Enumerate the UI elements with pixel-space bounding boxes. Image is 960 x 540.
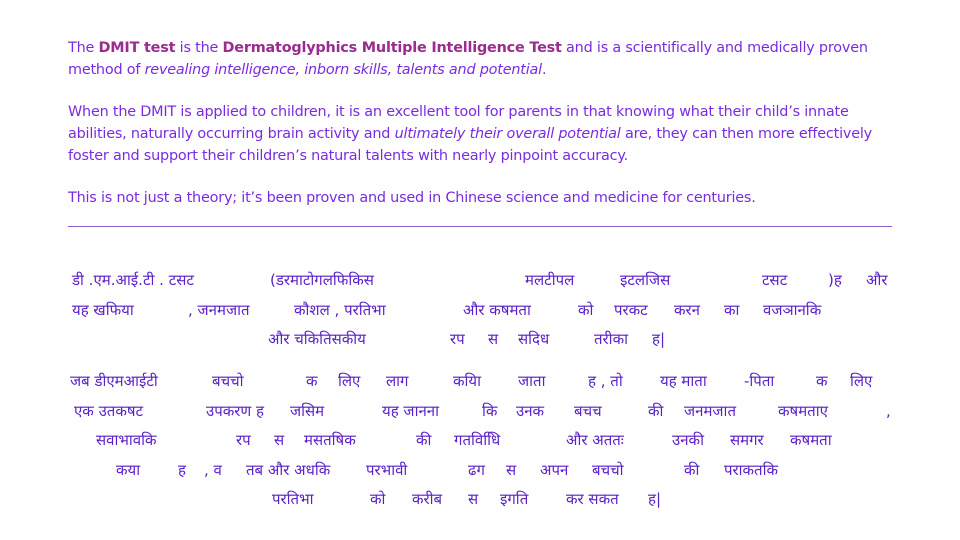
- word: लाग: [386, 372, 409, 390]
- word: स: [506, 460, 517, 479]
- word: क: [306, 372, 318, 390]
- word: को: [578, 300, 594, 319]
- word: कौशल , परतिभा: [294, 300, 386, 319]
- word: टसट: [762, 271, 788, 289]
- word: -पिता: [744, 372, 775, 390]
- word: कि: [482, 401, 498, 420]
- word: कषमताए: [778, 401, 828, 420]
- word: स: [488, 330, 499, 348]
- word: और चकितिसकीय: [268, 330, 366, 348]
- word: लिए: [338, 372, 361, 390]
- word: बचचो: [592, 460, 624, 479]
- word: बचच: [574, 401, 602, 420]
- word: तब और अधकि: [246, 460, 331, 479]
- hindi-line: [70, 397, 910, 427]
- text: and is a scientifically and medically proven method of: [68, 40, 868, 78]
- word: जाता: [518, 372, 546, 390]
- word: ह|: [652, 330, 666, 348]
- term-full-name: Dermatoglyphics Multiple Intelligence Test: [222, 40, 562, 56]
- word: सवाभावकि: [96, 431, 157, 449]
- word: लिए: [850, 372, 873, 390]
- word: ह: [178, 460, 186, 479]
- word: की: [684, 460, 700, 479]
- word: यह खफिया: [72, 300, 134, 319]
- word: उनकी: [672, 431, 704, 449]
- word: जब डीएमआईटी: [70, 372, 158, 390]
- word: ह , तो: [588, 372, 623, 390]
- word: , व: [204, 460, 222, 479]
- hindi-line: [70, 296, 910, 326]
- word: कषमता: [790, 431, 832, 449]
- word: मसतषिक: [304, 431, 356, 449]
- word: तरीका: [594, 330, 628, 348]
- word: इटलजिस: [620, 271, 671, 289]
- word: ह|: [648, 490, 662, 508]
- word: स: [468, 490, 479, 508]
- text: When the DMIT is applied to children, it is an excellent tool for parents in that knowing what their child’s innate abilities, naturally occurring brain activity and: [68, 104, 849, 142]
- text: is the: [175, 40, 223, 56]
- word: गतविधिि: [454, 431, 501, 449]
- hindi-line: [70, 456, 910, 486]
- word: की: [648, 401, 664, 420]
- word: ढग: [468, 460, 485, 479]
- paragraph-dmit-children: [68, 101, 898, 167]
- word: रप: [450, 330, 465, 348]
- word: अपन: [540, 460, 569, 479]
- word: )ह: [828, 271, 842, 289]
- word: करीब: [412, 490, 443, 508]
- italic-phrase: ultimately their overall potential: [394, 126, 621, 142]
- hindi-paragraph-1: [70, 266, 910, 355]
- word: वजञानकि: [763, 300, 822, 319]
- italic-phrase: revealing intelligence, inborn skills, talents and potential: [144, 62, 542, 78]
- word: उनक: [516, 401, 545, 420]
- word: यह जानना: [382, 401, 439, 420]
- word: कयिा: [453, 372, 481, 390]
- word: कया: [116, 460, 141, 479]
- word: इगति: [500, 490, 529, 508]
- divider-line: [68, 226, 892, 227]
- text: .: [541, 62, 547, 78]
- word: परकट: [614, 300, 648, 319]
- word: की: [416, 431, 432, 449]
- word: क: [816, 372, 828, 390]
- word: कर सकत: [566, 490, 619, 508]
- word: और: [866, 271, 888, 289]
- word: जसिम: [290, 401, 325, 420]
- word: डी .एम.आई.टी . टसट: [72, 271, 194, 289]
- word: और कषमता: [463, 300, 531, 319]
- word: का: [724, 300, 740, 319]
- word: करन: [674, 300, 700, 319]
- word: उपकरण ह: [206, 401, 264, 420]
- hindi-line: [70, 367, 910, 397]
- hindi-line: [70, 485, 910, 515]
- hindi-line: [70, 325, 910, 355]
- word: जनमजात: [684, 401, 736, 420]
- text: This is not just a theory; it’s been proven and used in Chinese science and medicine for centuries.: [68, 190, 756, 206]
- word: परतिभा: [272, 490, 314, 508]
- word: सदिध: [518, 330, 550, 348]
- text: The: [68, 40, 99, 56]
- hindi-line: [70, 426, 910, 456]
- word: एक उतकषट: [74, 401, 144, 420]
- text: are, they can then more effectively foster and support their children’s natural talents with nearly pinpoint accuracy.: [68, 126, 872, 164]
- word: समगर: [730, 431, 764, 449]
- word: (डरमाटोगलफिकिस: [270, 271, 374, 289]
- word: परभावी: [366, 460, 408, 479]
- paragraph-dmit-definition: [68, 37, 898, 81]
- word: यह माता: [660, 372, 707, 390]
- word: पराकतकि: [724, 460, 779, 479]
- word: रप: [236, 431, 251, 449]
- word: , जनमजात: [188, 300, 250, 319]
- term-dmit-test: DMIT test: [98, 40, 176, 56]
- hindi-line: [70, 266, 910, 296]
- word: बचचो: [212, 372, 244, 390]
- paragraph-theory: [68, 187, 898, 209]
- word: और अततः: [566, 431, 624, 449]
- word: स: [274, 431, 285, 449]
- word: को: [370, 490, 386, 508]
- hindi-paragraph-2: [70, 367, 910, 515]
- word: ,: [886, 401, 891, 420]
- word: मलटीपल: [525, 271, 575, 289]
